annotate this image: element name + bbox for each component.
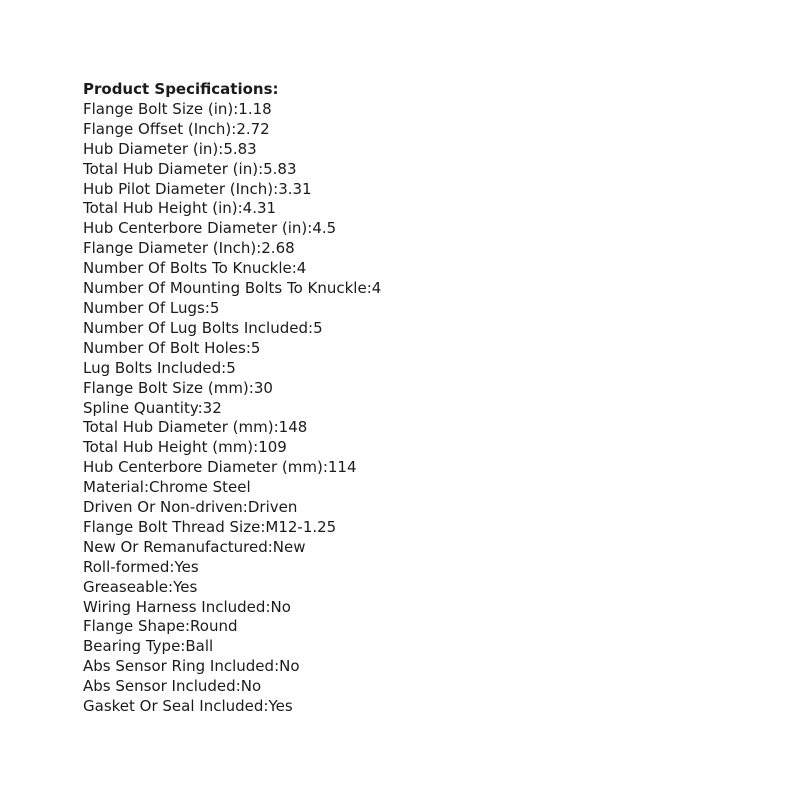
spec-title: Product Specifications:	[83, 80, 279, 98]
spec-separator: :	[322, 458, 328, 477]
spec-label: Flange Offset (Inch)	[83, 119, 232, 138]
spec-label: Roll-formed	[83, 557, 170, 576]
spec-row	[83, 319, 733, 339]
spec-label: Flange Shape	[83, 617, 185, 636]
spec-value: 5.83	[223, 139, 257, 158]
spec-label: Total Hub Height (mm)	[83, 438, 254, 457]
spec-row	[83, 617, 733, 637]
spec-label: Number Of Lugs	[83, 298, 205, 317]
spec-label: Number Of Lug Bolts Included	[83, 318, 308, 337]
spec-label: Wiring Harness Included	[83, 597, 266, 616]
spec-value: 3.31	[278, 179, 312, 198]
spec-row	[83, 279, 733, 299]
spec-separator: :	[180, 637, 186, 656]
spec-value: 4.5	[312, 219, 337, 238]
spec-label: Flange Bolt Thread Size	[83, 517, 261, 536]
spec-separator: :	[184, 617, 191, 636]
spec-label: Hub Diameter (in)	[83, 139, 219, 158]
spec-value: 5	[209, 298, 220, 317]
spec-label: Hub Pilot Diameter (Inch)	[83, 179, 274, 198]
spec-value: Round	[190, 617, 238, 636]
spec-row	[83, 598, 733, 618]
spec-row	[83, 458, 733, 478]
spec-list	[83, 100, 733, 717]
spec-row	[83, 379, 733, 399]
spec-value: 30	[253, 378, 273, 397]
spec-value: Yes	[268, 697, 293, 716]
spec-label: Flange Bolt Size (in)	[83, 99, 234, 118]
spec-row	[83, 219, 733, 239]
spec-row	[83, 697, 733, 717]
spec-row	[83, 239, 733, 259]
spec-label: Hub Centerbore Diameter (in)	[83, 219, 308, 238]
spec-row	[83, 478, 733, 498]
spec-separator: :	[308, 318, 314, 337]
spec-separator: :	[231, 119, 237, 138]
spec-separator: :	[258, 159, 264, 178]
spec-separator: :	[169, 557, 175, 576]
spec-row	[83, 498, 733, 518]
spec-value: 32	[202, 398, 222, 417]
spec-value: No	[240, 677, 262, 696]
spec-value: New	[272, 537, 306, 556]
spec-value: 4.31	[242, 199, 277, 218]
spec-separator: :	[256, 239, 262, 258]
spec-row	[83, 299, 733, 319]
spec-separator: :	[237, 199, 243, 218]
spec-value: 2.68	[261, 239, 295, 258]
spec-label: Driven Or Non-driven	[83, 498, 243, 517]
spec-label: Total Hub Diameter (in)	[83, 159, 259, 178]
spec-label: Abs Sensor Included	[83, 677, 236, 696]
spec-separator: :	[273, 418, 279, 437]
spec-row	[83, 399, 733, 419]
spec-separator: :	[307, 219, 313, 238]
spec-row	[83, 339, 733, 359]
spec-value: No	[279, 657, 300, 676]
spec-value: Chrome Steel	[149, 478, 251, 497]
spec-separator: :	[248, 378, 254, 397]
spec-row	[83, 637, 733, 657]
spec-value: 114	[327, 458, 357, 477]
spec-value: 5	[250, 338, 261, 357]
spec-separator: :	[274, 657, 280, 676]
spec-label: Total Hub Diameter (mm)	[83, 418, 274, 437]
spec-separator: :	[168, 577, 174, 596]
spec-row	[83, 199, 733, 219]
spec-label: Abs Sensor Ring Included	[83, 657, 275, 676]
spec-label: Material	[83, 478, 144, 497]
spec-row	[83, 140, 733, 160]
spec-separator: :	[233, 99, 239, 118]
spec-value: No	[270, 597, 291, 616]
spec-value: 5	[313, 318, 323, 337]
spec-separator: :	[273, 179, 279, 198]
spec-value: Driven	[247, 498, 298, 517]
spec-label: Bearing Type	[83, 637, 181, 656]
spec-separator: :	[235, 677, 241, 696]
spec-label: Gasket Or Seal Included	[83, 697, 264, 716]
spec-separator: :	[143, 478, 149, 497]
spec-row	[83, 160, 733, 180]
spec-value: 1.18	[238, 99, 272, 118]
spec-separator: :	[260, 517, 266, 536]
spec-separator: :	[267, 537, 273, 556]
spec-label: Spline Quantity	[83, 398, 198, 417]
spec-row	[83, 438, 733, 458]
spec-separator: :	[291, 259, 297, 278]
spec-value: 148	[278, 418, 308, 437]
spec-value: 2.72	[236, 119, 270, 138]
spec-label: Number Of Mounting Bolts To Knuckle	[83, 279, 367, 298]
spec-value: 109	[258, 438, 287, 457]
spec-label: Lug Bolts Included	[83, 358, 222, 377]
spec-separator: :	[204, 298, 210, 317]
spec-row	[83, 538, 733, 558]
spec-row	[83, 558, 733, 578]
spec-separator: :	[265, 597, 271, 616]
spec-row	[83, 100, 733, 120]
spec-value: M12-1.25	[265, 517, 337, 536]
spec-separator: :	[221, 358, 227, 377]
spec-label: Flange Bolt Size (mm)	[83, 378, 249, 397]
spec-row	[83, 677, 733, 697]
spec-label: Greaseable	[83, 577, 169, 596]
spec-value: Yes	[174, 557, 199, 576]
spec-value: 4	[296, 259, 307, 278]
spec-value: 5.83	[263, 159, 297, 178]
spec-label: Number Of Bolts To Knuckle	[83, 259, 292, 278]
spec-value: Ball	[185, 637, 214, 656]
spec-value: Yes	[173, 577, 198, 596]
spec-row	[83, 259, 733, 279]
spec-row	[83, 359, 733, 379]
spec-row	[83, 518, 733, 538]
spec-separator: :	[242, 498, 248, 517]
spec-separator: :	[197, 398, 203, 417]
spec-separator: :	[245, 338, 251, 357]
spec-value: 5	[226, 358, 236, 377]
spec-row	[83, 657, 733, 677]
spec-row	[83, 418, 733, 438]
spec-value: 4	[371, 279, 382, 298]
spec-row	[83, 180, 733, 200]
spec-row	[83, 120, 733, 140]
spec-label: Hub Centerbore Diameter (mm)	[83, 458, 323, 477]
spec-row	[83, 578, 733, 598]
spec-separator: :	[253, 438, 259, 457]
spec-label: Flange Diameter (Inch)	[83, 239, 257, 258]
spec-separator: :	[263, 697, 269, 716]
spec-label: New Or Remanufactured	[83, 537, 268, 556]
spec-label: Total Hub Height (in)	[83, 199, 238, 218]
spec-separator: :	[366, 279, 372, 298]
spec-label: Number Of Bolt Holes	[83, 338, 246, 357]
product-specifications-block	[83, 80, 733, 717]
spec-separator: :	[218, 139, 224, 158]
